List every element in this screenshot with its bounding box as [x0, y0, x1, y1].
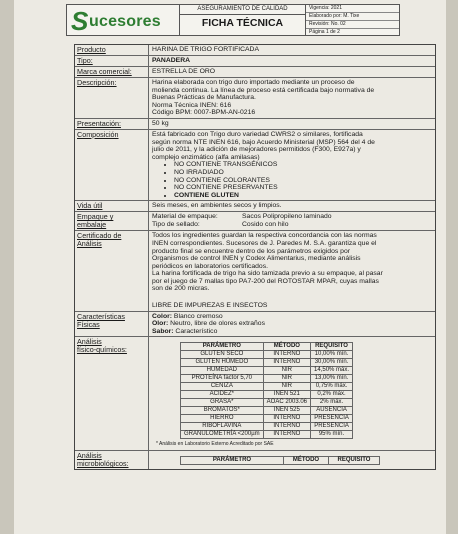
char-value: Característico — [175, 327, 218, 335]
table-cell: INTERNO — [263, 359, 310, 367]
table-cell: GLUTEN HÚMEDO — [181, 359, 264, 367]
empaque-value: Cosido con hilo — [242, 220, 289, 228]
table-cell: 13,00% mín. — [311, 375, 353, 383]
row-tipo — [75, 56, 435, 67]
label-line: Análisis — [77, 239, 102, 249]
table-cell: 95% mín. — [311, 431, 353, 439]
cert-line: LIBRE DE IMPUREZAS E INSECTOS — [152, 302, 268, 310]
table-cell: 14,50% máx. — [311, 367, 353, 375]
row-presentacion — [75, 119, 435, 130]
table-row — [181, 407, 353, 415]
table-cell: INTERNO — [263, 351, 310, 359]
table-cell: HIERRO — [181, 415, 264, 423]
label-line: Análisis — [77, 337, 102, 347]
row-vida-util — [75, 201, 435, 212]
physchem-body — [181, 351, 353, 439]
comp-line: según norma NTE INEN 616, bajo Acuerdo Ministerial (MSP) 564 del 4 de — [152, 138, 375, 146]
row-producto — [75, 45, 435, 56]
table-cell: INTERNO — [263, 423, 310, 431]
value-producto: HARINA DE TRIGO FORTIFICADA — [152, 46, 260, 53]
value-tipo: PANADERA — [152, 57, 191, 64]
cert-line: Organismos de control INEN y Codex Alimentarius, mediante análisis — [152, 255, 361, 263]
char-key: Sabor: — [152, 327, 174, 335]
row-empaque — [75, 212, 435, 231]
label-line: embalaje — [77, 220, 107, 230]
value-composicion — [149, 130, 435, 200]
label-microbiologicos — [75, 451, 149, 469]
lab-note: * Análisis en Laboratorio Externo Acreditado por SAE — [156, 441, 274, 448]
micro-table — [180, 456, 380, 465]
table-header-row — [181, 343, 353, 351]
table-cell: HUMEDAD — [181, 367, 264, 375]
value-caracteristicas — [149, 312, 435, 337]
col-header: REQUISITO — [311, 343, 353, 351]
label-caracteristicas — [75, 312, 149, 337]
logo-letter: S — [71, 6, 89, 36]
cert-line: por el juego de 7 mallas tipo PA7-200 del ROTOSTAR MPAR, cuyas mallas — [152, 277, 379, 285]
value-presentacion: 50 kg — [152, 119, 169, 127]
meta-revision: Revisión: No. 02 — [306, 21, 399, 29]
table-row — [181, 359, 353, 367]
bullet-item: • NO CONTIENE PRESERVANTES — [174, 184, 432, 192]
spec-table — [74, 44, 436, 470]
value-empaque — [149, 212, 435, 230]
value-marca: ESTRELLA DE ORO — [152, 68, 216, 75]
desc-line: Harina elaborada con trigo duro importado mediante un proceso de — [152, 79, 355, 86]
document-page — [14, 0, 446, 534]
table-cell: 2% máx. — [311, 399, 353, 407]
cert-line: periódicos en laboratorios certificados. — [152, 262, 268, 270]
table-row — [181, 351, 353, 359]
value-microbiologicos — [149, 451, 435, 469]
cert-line: La harina fortificada de trigo ha sido tamizada previo a su empaque, al pasar — [152, 270, 383, 278]
bullet-item: • NO CONTIENE COLORANTES — [174, 177, 432, 185]
desc-line: Código BPM: 0007-BPM-AN-0216 — [152, 109, 256, 117]
bullet-item: • NO CONTIENE TRANSGÉNICOS — [174, 161, 432, 169]
table-cell: PROTEÍNA factor 5,70 — [181, 375, 264, 383]
row-marca — [75, 67, 435, 78]
table-row — [181, 391, 353, 399]
desc-line: molienda continua. La línea de proceso está certificada bajo normativa de — [152, 86, 375, 94]
table-cell: INEN 521 — [263, 391, 310, 399]
label-empaque — [75, 212, 149, 230]
label-line: Empaque y — [77, 212, 114, 222]
table-cell: NIR — [263, 367, 310, 375]
table-cell: INTERNO — [263, 431, 310, 439]
table-cell: PRESENCIA — [311, 423, 353, 431]
label-vida-util: Vida útil — [75, 201, 149, 211]
row-certificado — [75, 231, 435, 311]
table-cell: PRESENCIA — [311, 415, 353, 423]
table-cell: AOAC 2003.06 — [263, 399, 310, 407]
empaque-value: Sacos Polipropileno laminado — [242, 213, 332, 221]
label-line: Físicas — [77, 319, 100, 329]
table-cell: 0,75% máx. — [311, 383, 353, 391]
comp-line: complejo enzimático (alfa amilasas) — [152, 153, 260, 161]
table-row — [181, 431, 353, 439]
cert-line: son de 200 micras. — [152, 285, 210, 293]
label-marca: Marca comercial: — [75, 67, 149, 77]
desc-line: Norma Técnica INEN: 616 — [152, 101, 232, 109]
table-row — [181, 399, 353, 407]
value-certificado — [149, 231, 435, 310]
empaque-key: Material de empaque: — [152, 213, 218, 221]
desc-line: Buenas Prácticas de Manufactura. — [152, 94, 256, 102]
table-header-row — [181, 457, 380, 465]
label-line: microbiológicos: — [77, 459, 129, 469]
table-row — [181, 423, 353, 431]
label-line: Certificado de — [77, 231, 122, 241]
table-row — [181, 415, 353, 423]
col-header: MÉTODO — [284, 457, 329, 465]
table-row — [181, 367, 353, 375]
label-line: Análisis — [77, 451, 102, 461]
table-cell: CENIZA — [181, 383, 264, 391]
label-composicion: Composición — [75, 130, 149, 200]
table-cell: AUSENCIA — [311, 407, 353, 415]
table-cell: GRASA* — [181, 399, 264, 407]
empaque-key: Tipo de sellado: — [152, 220, 200, 228]
bullet-item: • CONTIENE GLUTEN — [174, 192, 432, 200]
table-cell: GRANULOMETRÍA <200µm — [181, 431, 264, 439]
value-fisico-quimicos — [149, 337, 435, 450]
label-descripcion: Descripción: — [75, 78, 149, 118]
col-header: MÉTODO — [263, 343, 310, 351]
row-microbiologicos — [75, 451, 435, 469]
table-cell: 30,00% mín. — [311, 359, 353, 367]
label-tipo: Tipo: — [75, 56, 149, 66]
table-cell: BROMATOS* — [181, 407, 264, 415]
char-key: Color: — [152, 312, 173, 320]
table-cell: GLUTEN SECO — [181, 351, 264, 359]
company-logo — [67, 5, 180, 35]
label-line: Características — [77, 311, 125, 321]
row-composicion — [75, 130, 435, 201]
table-cell: 10,00% mín. — [311, 351, 353, 359]
cert-line: INEN correspondientes. Sucesores de J. Paredes M. S.A. garantiza que el — [152, 239, 377, 247]
comp-line: julio de 2011, y la adición de mejoradores permitidos (F300, E927a) y — [152, 146, 361, 154]
cert-line: Todos los ingredientes guardan la respectiva concordancia con las normas — [152, 232, 377, 240]
cert-spacer — [152, 293, 432, 302]
col-header: REQUISITO — [329, 457, 380, 465]
row-caracteristicas — [75, 312, 435, 338]
table-cell: RIBOFLAVINA — [181, 423, 264, 431]
cert-line: producto final se encuentre dentro de los parámetros exigidos por — [152, 247, 350, 255]
label-certificado — [75, 231, 149, 310]
bullet-item: • NO IRRADIADO — [174, 169, 432, 177]
char-value: Neutro, libre de olores extraños — [170, 320, 265, 328]
header-meta — [306, 5, 399, 35]
header-title-block — [180, 5, 306, 35]
label-presentacion: Presentación: — [75, 119, 149, 129]
label-fisico-quimicos — [75, 337, 149, 450]
table-row — [181, 375, 353, 383]
comp-bullets — [152, 161, 432, 199]
value-vida-util: Seis meses, en ambientes secos y limpios. — [152, 202, 282, 210]
label-producto: Producto — [75, 45, 149, 55]
char-key: Olor: — [152, 320, 169, 328]
col-header: PARÁMETRO — [181, 343, 264, 351]
label-line: físico-químicos: — [77, 345, 127, 355]
value-descripcion — [149, 78, 435, 118]
table-cell: 0,2% máx. — [311, 391, 353, 399]
row-fisico-quimicos — [75, 337, 435, 451]
meta-pagina: Página 1 de 2 — [309, 29, 340, 35]
table-cell: INEN 525 — [263, 407, 310, 415]
table-cell: NIR — [263, 375, 310, 383]
table-cell: INTERNO — [263, 415, 310, 423]
physchem-table — [180, 342, 353, 439]
quality-label: ASEGURAMIENTO DE CALIDAD — [180, 5, 305, 15]
comp-line: Está fabricado con Trigo duro variedad CWRS2 o similares, fortificada — [152, 130, 363, 138]
row-descripcion — [75, 78, 435, 119]
document-header — [66, 4, 400, 36]
meta-elaborado: Elaborado por: M. Tixe — [306, 13, 399, 21]
table-cell: ACIDEZ* — [181, 391, 264, 399]
doc-title: FICHA TÉCNICA — [201, 17, 284, 29]
char-value: Blanco cremoso — [173, 312, 223, 320]
logo-text: ucesores — [89, 13, 161, 30]
meta-vigencia: Vigencia: 2021 — [306, 5, 399, 13]
table-cell: NIR — [263, 383, 310, 391]
table-row — [181, 383, 353, 391]
col-header: PARÁMETRO — [181, 457, 284, 465]
